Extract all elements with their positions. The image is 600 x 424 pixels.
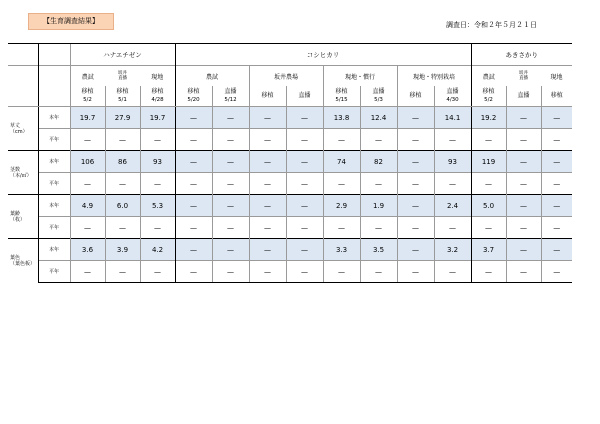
method-header-cell [249, 86, 286, 107]
value-cell: — [506, 261, 541, 283]
method-label: 移植 [261, 92, 274, 99]
method-label: 移植 [187, 88, 200, 95]
value-cell: — [397, 129, 434, 151]
value-cell: 2.4 [434, 195, 471, 217]
value-cell: — [323, 217, 360, 239]
value-cell: 3.9 [105, 239, 140, 261]
value-cell: 74 [323, 151, 360, 173]
value-cell: — [212, 173, 249, 195]
method-label: 直播 [372, 88, 385, 95]
value-cell: — [105, 261, 140, 283]
item-unit: （葉色板） [10, 260, 36, 267]
item-name: 茎数 [10, 166, 21, 173]
value-cell: 2.9 [323, 195, 360, 217]
value-cell: — [541, 217, 572, 239]
planting-date: 4/30 [446, 97, 459, 103]
variety-header-row [8, 44, 572, 66]
value-cell: — [506, 151, 541, 173]
page-title: 【生育調査結果】 [28, 13, 114, 30]
value-cell: — [397, 261, 434, 283]
value-cell: — [249, 217, 286, 239]
value-cell: — [286, 261, 323, 283]
value-cell: 4.9 [70, 195, 105, 217]
site-label: 現地 [140, 66, 175, 87]
value-cell: 4.2 [140, 239, 175, 261]
value-cell: — [175, 107, 212, 129]
method-header-cell [360, 86, 397, 107]
site-label: 坂井農場 [249, 66, 323, 87]
value-cell: — [105, 173, 140, 195]
method-label: 直播 [517, 92, 530, 99]
planting-date: 4/28 [151, 97, 164, 103]
value-cell: — [212, 261, 249, 283]
value-cell: 6.0 [105, 195, 140, 217]
value-cell: — [286, 107, 323, 129]
method-label: 移植 [482, 88, 495, 95]
planting-date: 5/3 [374, 97, 383, 103]
method-label: 移植 [335, 88, 348, 95]
variety-hanaechizen: ハナエチゼン [70, 44, 175, 66]
value-cell: — [397, 195, 434, 217]
current-year-label: 本年 [38, 239, 70, 261]
value-cell: — [175, 129, 212, 151]
value-cell: 12.4 [360, 107, 397, 129]
current-year-label: 本年 [38, 151, 70, 173]
value-cell: 3.6 [70, 239, 105, 261]
value-cell: — [212, 195, 249, 217]
value-cell: 13.8 [323, 107, 360, 129]
variety-koshihikari: コシヒカリ [175, 44, 471, 66]
value-cell: 93 [434, 151, 471, 173]
value-cell: — [140, 261, 175, 283]
value-cell: — [434, 129, 471, 151]
variety-akisakari: あきさかり [471, 44, 572, 66]
current-year-row [8, 239, 572, 261]
current-year-row [8, 195, 572, 217]
value-cell: — [323, 129, 360, 151]
value-cell: — [175, 151, 212, 173]
value-cell: — [212, 151, 249, 173]
method-header-cell [506, 86, 541, 107]
value-cell: — [506, 173, 541, 195]
value-cell: — [434, 217, 471, 239]
value-cell: — [249, 107, 286, 129]
value-cell: 93 [140, 151, 175, 173]
growth-survey-table [8, 43, 572, 283]
method-header-cell [434, 86, 471, 107]
value-cell: — [506, 129, 541, 151]
value-cell: — [70, 261, 105, 283]
method-header-cell [175, 86, 212, 107]
planting-date: 5/2 [484, 97, 493, 103]
value-cell: — [471, 261, 506, 283]
value-cell: — [212, 239, 249, 261]
value-cell: — [140, 129, 175, 151]
value-cell: — [175, 195, 212, 217]
item-name: 葉色 [10, 254, 21, 261]
average-year-row [8, 173, 572, 195]
value-cell: — [323, 173, 360, 195]
planting-date: 5/2 [83, 97, 92, 103]
item-name: 葉齢 [10, 210, 21, 217]
site-label: 坂井 直播 [105, 66, 140, 87]
value-cell: — [212, 217, 249, 239]
value-cell: 27.9 [105, 107, 140, 129]
value-cell: — [212, 129, 249, 151]
value-cell: — [249, 151, 286, 173]
average-year-row [8, 217, 572, 239]
value-cell: — [175, 239, 212, 261]
method-label: 移植 [116, 88, 129, 95]
value-cell: 86 [105, 151, 140, 173]
value-cell: — [249, 195, 286, 217]
average-year-row [8, 261, 572, 283]
average-year-label: 平年 [38, 173, 70, 195]
value-cell: — [360, 217, 397, 239]
site-label: 現地・慣行 [323, 66, 397, 87]
site-label: 現地・特別栽培 [397, 66, 471, 87]
planting-date: 5/12 [224, 97, 237, 103]
current-year-label: 本年 [38, 195, 70, 217]
current-year-label: 本年 [38, 107, 70, 129]
average-year-row [8, 129, 572, 151]
value-cell: — [286, 239, 323, 261]
value-cell: — [70, 217, 105, 239]
site-label: 現地 [541, 66, 572, 87]
value-cell: — [249, 173, 286, 195]
method-header-cell [397, 86, 434, 107]
current-year-row [8, 151, 572, 173]
value-cell: 3.7 [471, 239, 506, 261]
method-label: 直播 [298, 92, 311, 99]
value-cell: — [140, 217, 175, 239]
value-cell: — [506, 195, 541, 217]
value-cell: 19.7 [140, 107, 175, 129]
value-cell: — [506, 217, 541, 239]
value-cell: 19.2 [471, 107, 506, 129]
value-cell: — [471, 217, 506, 239]
value-cell: — [249, 129, 286, 151]
method-header-cell [286, 86, 323, 107]
value-cell: — [286, 173, 323, 195]
planting-date: 5/20 [187, 97, 200, 103]
item-label [8, 239, 38, 283]
value-cell: — [434, 261, 471, 283]
value-cell: — [70, 129, 105, 151]
site-label: 農試 [471, 66, 506, 87]
value-cell: — [397, 107, 434, 129]
method-label: 移植 [409, 92, 422, 99]
value-cell: — [471, 129, 506, 151]
method-label: 移植 [151, 88, 164, 95]
value-cell: — [541, 239, 572, 261]
value-cell: 3.2 [434, 239, 471, 261]
method-header-cell [140, 86, 175, 107]
value-cell: — [541, 173, 572, 195]
value-cell: — [249, 239, 286, 261]
value-cell: — [175, 261, 212, 283]
value-cell: — [212, 107, 249, 129]
method-header-cell [323, 86, 360, 107]
method-header-cell [105, 86, 140, 107]
site-label: 農試 [175, 66, 249, 87]
value-cell: — [140, 173, 175, 195]
item-name: 草丈 [10, 122, 21, 129]
current-year-row [8, 107, 572, 129]
value-cell: 106 [70, 151, 105, 173]
site-label: 坂井 直播 [506, 66, 541, 87]
value-cell: — [360, 129, 397, 151]
average-year-label: 平年 [38, 217, 70, 239]
value-cell: 5.0 [471, 195, 506, 217]
value-cell: — [434, 173, 471, 195]
method-header-row [8, 86, 572, 107]
value-cell: — [175, 217, 212, 239]
site-header-row [8, 66, 572, 87]
method-header-cell [70, 86, 105, 107]
value-cell: — [360, 173, 397, 195]
site-label: 農試 [70, 66, 105, 87]
item-unit: （枚） [10, 216, 26, 223]
method-label: 移植 [550, 92, 563, 99]
value-cell: — [360, 261, 397, 283]
method-header-cell [541, 86, 572, 107]
value-cell: — [286, 195, 323, 217]
item-label [8, 107, 38, 151]
value-cell: 3.5 [360, 239, 397, 261]
method-label: 直播 [446, 88, 459, 95]
value-cell: 82 [360, 151, 397, 173]
value-cell: — [249, 261, 286, 283]
item-label [8, 195, 38, 239]
item-unit: （本/㎡） [10, 172, 32, 179]
method-label: 直播 [224, 88, 237, 95]
value-cell: 5.3 [140, 195, 175, 217]
value-cell: — [397, 217, 434, 239]
value-cell: — [286, 217, 323, 239]
value-cell: — [105, 129, 140, 151]
average-year-label: 平年 [38, 129, 70, 151]
value-cell: — [397, 173, 434, 195]
method-label: 移植 [81, 88, 94, 95]
value-cell: — [397, 151, 434, 173]
survey-date: 調査日：令和２年５月２１日 [446, 21, 537, 29]
value-cell: — [175, 173, 212, 195]
value-cell: — [541, 107, 572, 129]
value-cell: — [506, 107, 541, 129]
value-cell: — [471, 173, 506, 195]
value-cell: — [541, 261, 572, 283]
planting-date: 5/1 [118, 97, 127, 103]
value-cell: 19.7 [70, 107, 105, 129]
method-header-cell [471, 86, 506, 107]
value-cell: — [70, 173, 105, 195]
value-cell: 119 [471, 151, 506, 173]
value-cell: 3.3 [323, 239, 360, 261]
value-cell: — [286, 151, 323, 173]
value-cell: — [105, 217, 140, 239]
method-header-cell [212, 86, 249, 107]
value-cell: — [541, 129, 572, 151]
average-year-label: 平年 [38, 261, 70, 283]
value-cell: — [286, 129, 323, 151]
value-cell: — [397, 239, 434, 261]
item-label [8, 151, 38, 195]
planting-date: 5/15 [335, 97, 348, 103]
value-cell: — [541, 195, 572, 217]
value-cell: 14.1 [434, 107, 471, 129]
value-cell: — [506, 239, 541, 261]
value-cell: — [323, 261, 360, 283]
item-unit: （cm） [10, 128, 28, 135]
value-cell: — [541, 151, 572, 173]
value-cell: 1.9 [360, 195, 397, 217]
